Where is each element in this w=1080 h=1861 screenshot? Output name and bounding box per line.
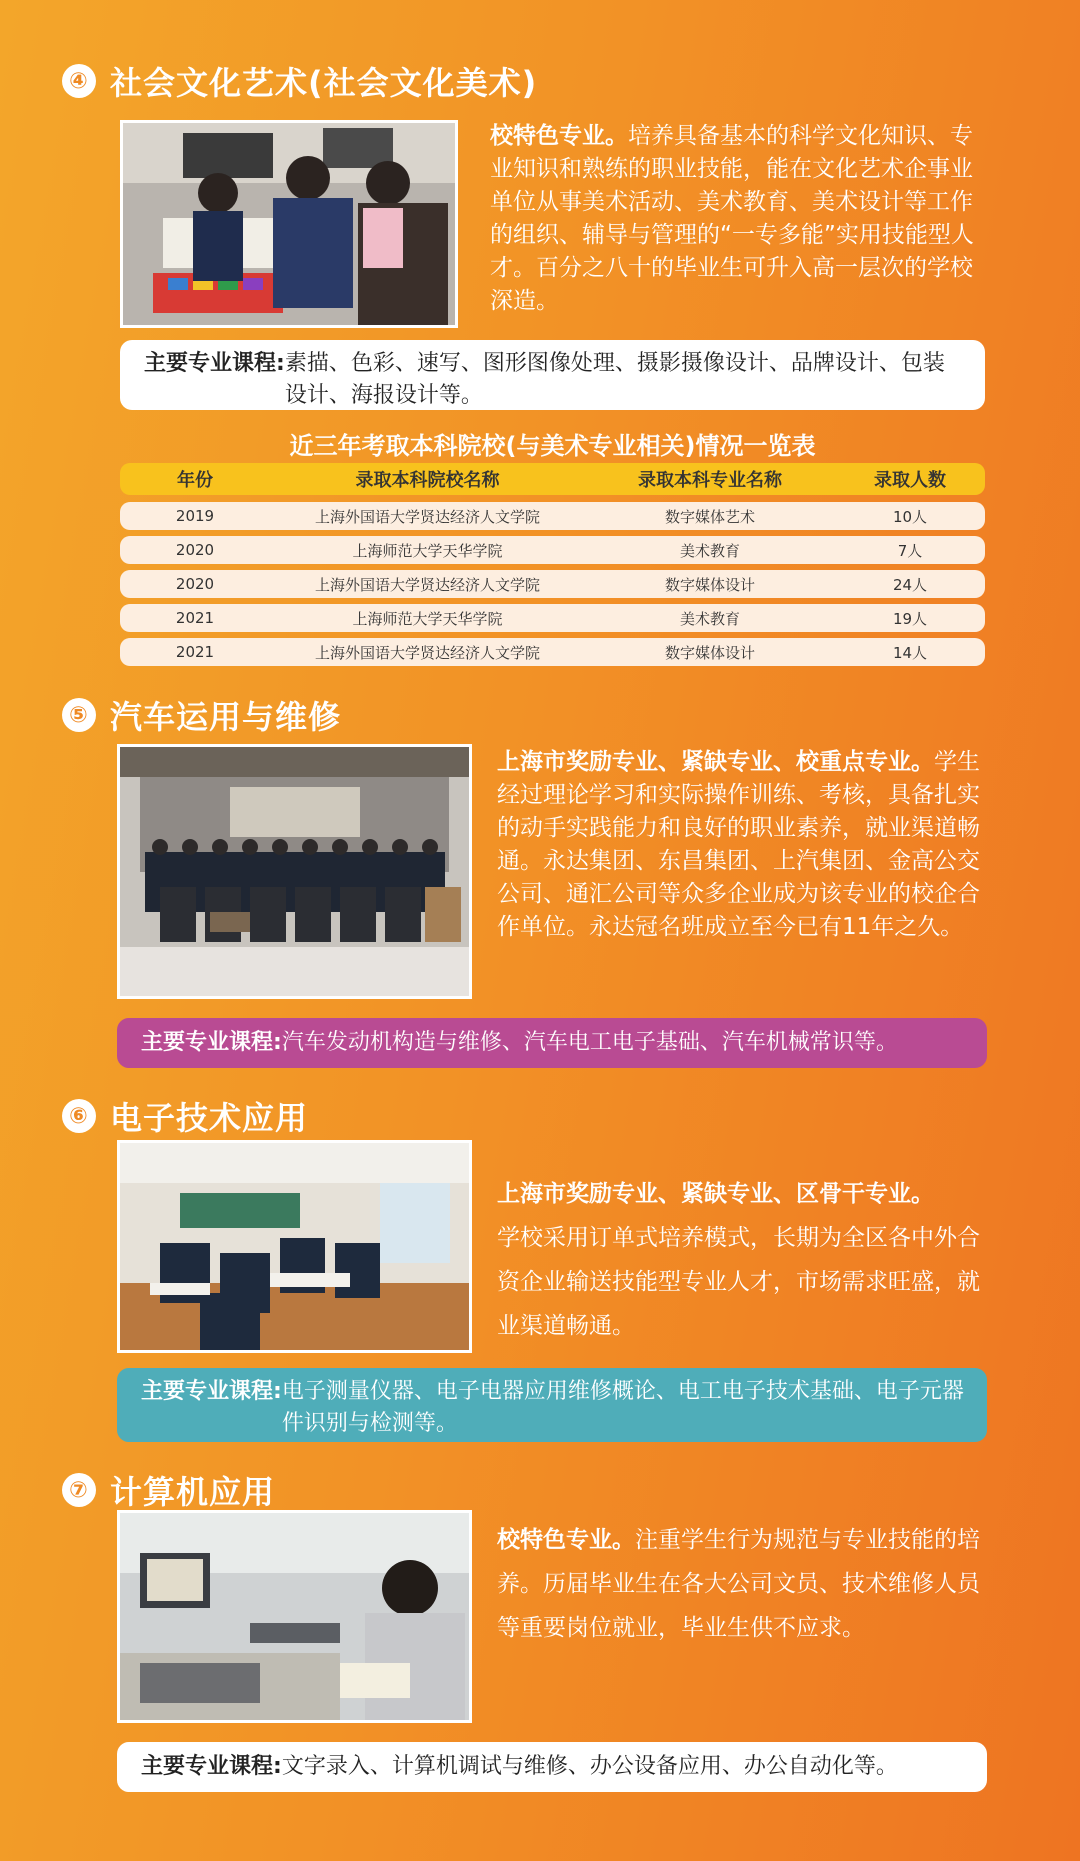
section-6-title (62, 1093, 308, 1139)
table-cell: 上海师范大学天华学院 (352, 541, 503, 560)
table-cell: 19人 (892, 609, 928, 628)
section-7-description (497, 1518, 992, 1650)
table-row (120, 604, 985, 632)
table-cell: 上海外国语大学贤达经济人文学院 (314, 575, 540, 594)
course-label: 主要专业课程: (141, 1754, 282, 1779)
table-cell: 数字媒体设计 (664, 575, 755, 594)
table-header-cell: 录取人数 (874, 470, 946, 491)
table-cell: 美术教育 (679, 609, 740, 628)
section-5-description (497, 746, 992, 944)
section-desc-text: 注重学生行为规范与专业技能的培养。历届毕业生在各大公司文员、技术维修人员等重要岗位就业，毕业生供不应求。 (497, 1527, 980, 1641)
table-cell: 2019 (175, 507, 215, 525)
table-cell: 7人 (897, 541, 923, 560)
section-desc-text: 学校采用订单式培养模式，长期为全区各中外合资企业输送技能型专业人才，市场需求旺盛，就业渠道畅通。 (497, 1225, 980, 1339)
course-text: 素描、色彩、速写、图形图像处理、摄影摄像设计、品牌设计、包装设计、海报设计等。 (284, 351, 945, 408)
auto-class-group-photo (117, 744, 472, 999)
section-7-title (62, 1467, 275, 1513)
table-row (120, 536, 985, 564)
section-4-course-box (120, 340, 985, 410)
section-title-text: 社会文化艺术(社会文化美术) (110, 64, 538, 102)
course-text: 文字录入、计算机调试与维修、办公设备应用、办公自动化等。 (281, 1754, 898, 1779)
section-highlight: 上海市奖励专业、紧缺专业、区骨干专业。 (497, 1181, 934, 1207)
painting-class-photo (120, 120, 458, 328)
section-5-title (62, 692, 341, 738)
section-highlight: 上海市奖励专业、紧缺专业、校重点专业。 (497, 749, 934, 775)
table-cell: 2021 (175, 643, 215, 661)
course-label: 主要专业课程: (141, 1379, 282, 1404)
course-text: 汽车发动机构造与维修、汽车电工电子基础、汽车机械常识等。 (281, 1030, 898, 1055)
computer-lab-photo (117, 1510, 472, 1723)
admission-table (120, 463, 985, 666)
table-cell: 10人 (892, 507, 928, 526)
table-cell: 数字媒体设计 (664, 643, 755, 662)
table-cell: 数字媒体艺术 (664, 507, 755, 526)
section-title-text: 汽车运用与维修 (110, 698, 342, 736)
table-row (120, 570, 985, 598)
table-cell: 2020 (175, 541, 215, 559)
course-label: 主要专业课程: (144, 351, 285, 376)
section-desc-text: 学生经过理论学习和实际操作训练、考核，具备扎实的动手实践能力和良好的职业素养，就业渠道畅通。永达集团、东昌集团、上汽集团、金高公交公司、通汇公司等众多企业成为该专业的校企合作单位。永达冠名班成立至今已有11年之久。 (497, 749, 980, 940)
table-row (120, 638, 985, 666)
section-6-description (497, 1172, 992, 1348)
table-cell: 2021 (175, 609, 215, 627)
section-desc-text: 培养具备基本的科学文化知识、专业知识和熟练的职业技能，能在文化艺术企事业单位从事美术活动、美术教育、美术设计等工作的组织、辅导与管理的“一专多能”实用技能型人才。百分之八十的毕业生可升入高一层次的学校深造。 (490, 123, 974, 314)
section-number-badge: ⑤ (62, 698, 96, 732)
table-header-row (120, 463, 985, 495)
table-cell: 美术教育 (679, 541, 740, 560)
table-cell: 14人 (892, 643, 928, 662)
section-title-text: 电子技术应用 (110, 1099, 309, 1137)
section-number-badge: ④ (62, 64, 96, 98)
section-7-course-box (117, 1742, 987, 1792)
course-label: 主要专业课程: (141, 1030, 282, 1055)
section-highlight: 校特色专业。 (490, 123, 628, 149)
admission-table-title: 近三年考取本科院校(与美术专业相关)情况一览表 (289, 432, 816, 460)
table-cell: 24人 (892, 575, 928, 594)
course-text: 电子测量仪器、电子电器应用维修概论、电工电子技术基础、电子元器件识别与检测等。 (281, 1379, 964, 1436)
section-4-description (490, 120, 990, 318)
section-6-course-box (117, 1368, 987, 1442)
section-number-badge: ⑥ (62, 1099, 96, 1133)
section-4-title (62, 58, 537, 104)
table-header-cell: 录取本科专业名称 (638, 470, 782, 491)
section-number-badge: ⑦ (62, 1473, 96, 1507)
table-row (120, 502, 985, 530)
table-cell: 上海师范大学天华学院 (352, 609, 503, 628)
section-highlight: 校特色专业。 (497, 1527, 635, 1553)
table-header-cell: 录取本科院校名称 (355, 470, 500, 491)
table-cell: 2020 (175, 575, 215, 593)
section-title-text: 计算机应用 (110, 1473, 276, 1511)
section-5-course-box (117, 1018, 987, 1068)
table-cell: 上海外国语大学贤达经济人文学院 (314, 643, 540, 662)
table-cell: 上海外国语大学贤达经济人文学院 (314, 507, 540, 526)
table-header-cell: 年份 (177, 470, 213, 491)
electronics-lab-photo (117, 1140, 472, 1353)
